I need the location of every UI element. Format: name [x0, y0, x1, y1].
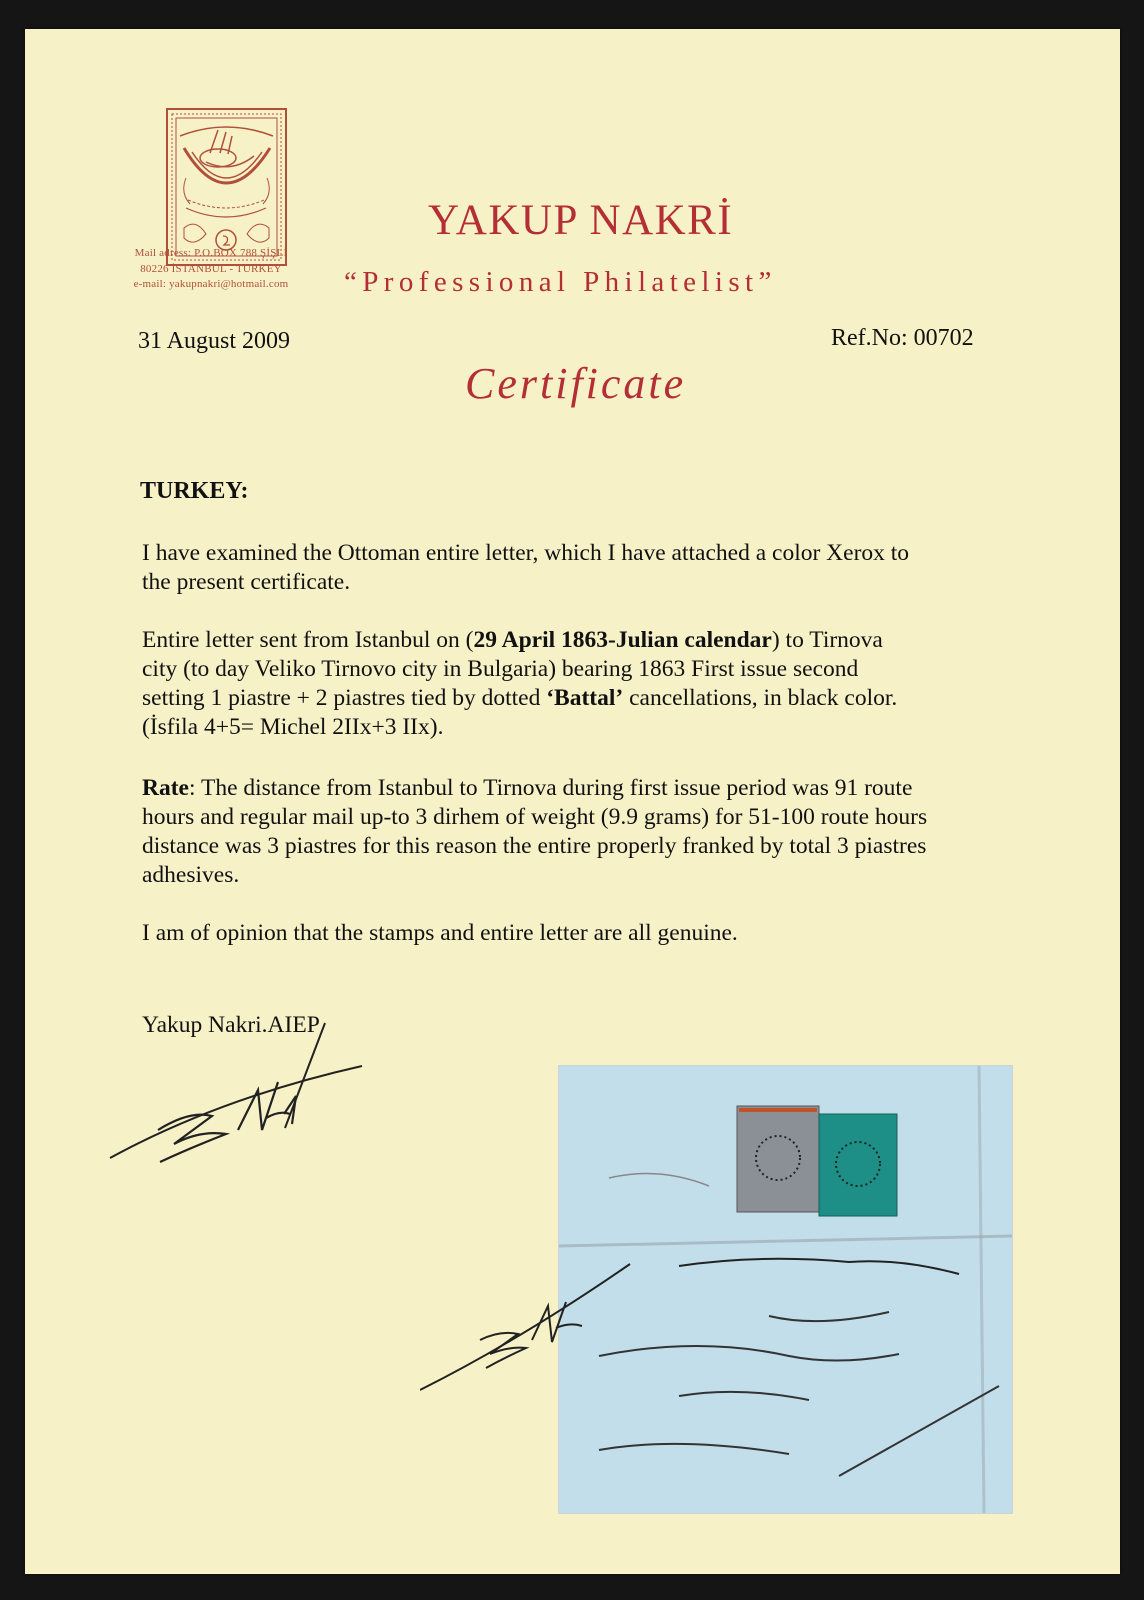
- certificate-date: 31 August 2009: [138, 328, 291, 354]
- paragraph-line: Rate: The distance from Istanbul to Tirnova during first issue period was 91 route: [142, 775, 913, 801]
- examination-paragraph: [142, 539, 1012, 597]
- mail-address-block: [111, 246, 311, 293]
- mail-address-line: Mail adress: P.O.BOX 788 ŞİŞLİ: [134, 247, 288, 259]
- paragraph-line: I am of opinion that the stamps and entire letter are all genuine.: [142, 920, 738, 946]
- brand-name: YAKUP NAKRİ: [428, 197, 734, 244]
- reference-number: Ref.No: 00702: [831, 325, 974, 351]
- rate-label: Rate: [142, 775, 189, 801]
- tughra-stamp-logo-icon: [166, 108, 287, 266]
- brand-tagline: “Professional Philatelist”: [344, 266, 777, 298]
- country-heading: TURKEY:: [140, 478, 249, 504]
- signer-name: Yakup Nakri.AIEP: [142, 1012, 320, 1038]
- paragraph-line: I have examined the Ottoman entire letter, which I have attached a color Xerox to: [142, 540, 910, 566]
- paragraph-line: (İsfila 4+5= Michel 2IIx+3 IIx).: [142, 714, 444, 740]
- certificate-page: [25, 29, 1120, 1574]
- certificate-title: Certificate: [465, 359, 687, 408]
- date-emphasis: 29 April 1863-Julian calendar: [473, 627, 772, 653]
- rate-paragraph: [142, 774, 1012, 890]
- signature-icon: [100, 1018, 380, 1168]
- paragraph-line: distance was 3 piastres for this reason the entire properly franked by total 3 piastres: [142, 833, 927, 859]
- mail-city-line: 80226 İSTANBUL - TURKEY: [140, 262, 282, 275]
- letter-description-paragraph: [142, 626, 1012, 742]
- paragraph-line: Entire letter sent from Istanbul on (29 April 1863-Julian calendar) to Tirnova: [142, 627, 883, 653]
- paragraph-line: the present certificate.: [142, 569, 351, 595]
- signature-on-photo-icon: [420, 1250, 660, 1400]
- paragraph-line: hours and regular mail up-to 3 dirhem of weight (9.9 grams) for 51-100 route hours: [142, 804, 928, 830]
- paragraph-line: setting 1 piastre + 2 piastres tied by dotted ‘Battal’ cancellations, in black color.: [142, 685, 898, 711]
- paragraph-line: city (to day Veliko Tirnovo city in Bulgaria) bearing 1863 First issue second: [142, 656, 859, 682]
- paragraph-line: adhesives.: [142, 862, 240, 888]
- mail-email-line: e-mail: yakupnakri@hotmail.com: [133, 278, 289, 290]
- cancellation-emphasis: ‘Battal’: [546, 685, 624, 711]
- opinion-paragraph: [142, 919, 1012, 948]
